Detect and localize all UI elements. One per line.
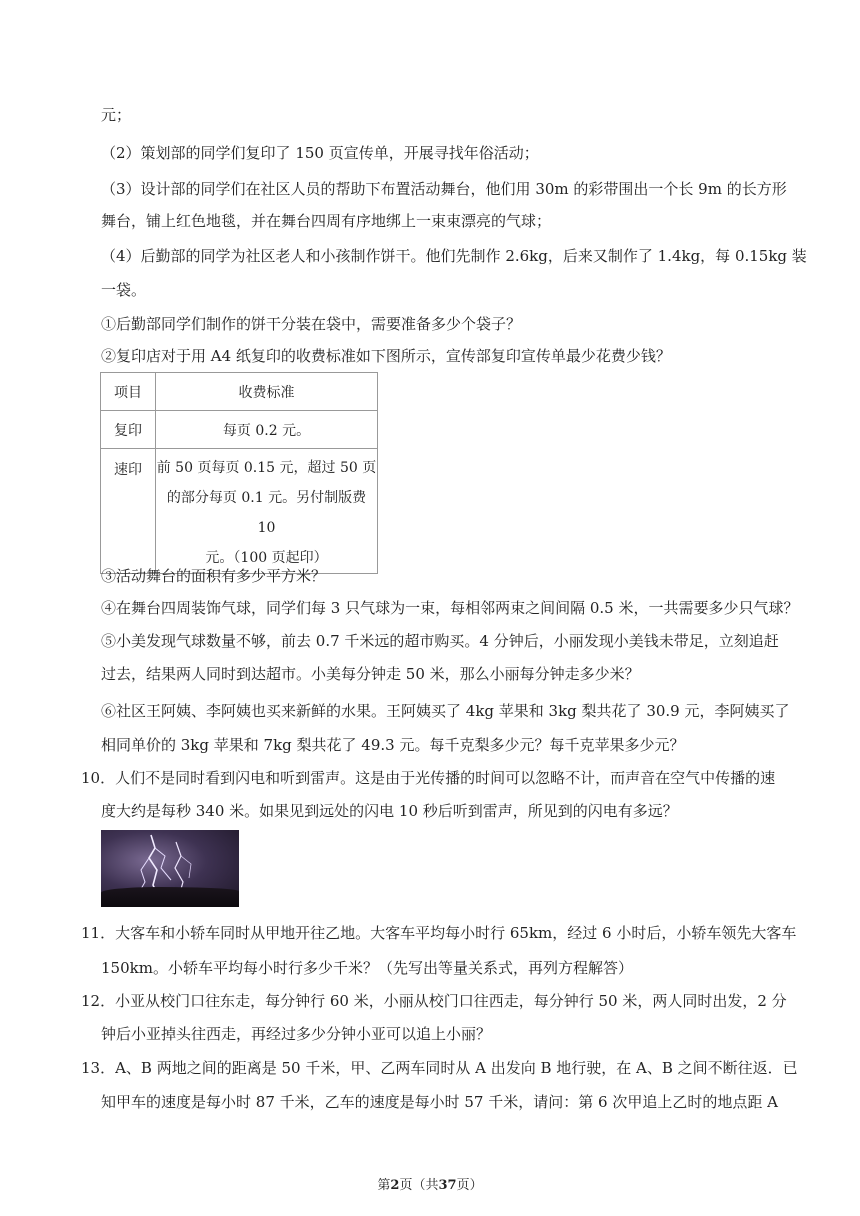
table-cell-speedprint-rate (156, 449, 378, 574)
footer-mid: 页（共 (399, 1178, 439, 1193)
text-line: 知甲车的速度是每小时 87 千米，乙车的速度是每小时 57 千米，请问：第 6 次甲追上乙时的地点距 A (101, 1093, 778, 1111)
rate-line: 的部分每页 0.1 元。另付制版费 10 (166, 490, 367, 536)
text-line: 13．A、B 两地之间的距离是 50 千米，甲、乙两车同时从 A 出发向 B 地行驶，在 A、B 之间不断往返．已 (81, 1059, 798, 1077)
page-total: 37 (438, 1178, 457, 1193)
text-line: ①后勤部同学们制作的饼干分装在袋中，需要准备多少个袋子？ (101, 315, 522, 333)
text-line: （2）策划部的同学们复印了 150 页宣传单，开展寻找年俗活动； (101, 144, 539, 162)
text-line: ⑤小美发现气球数量不够，前去 0.7 千米远的超市购买。4 分钟后，小丽发现小美钱未带足，立刻追赶 (101, 632, 779, 650)
text-line: 舞台，铺上红色地毯，并在舞台四周有序地绑上一束束漂亮的气球； (101, 212, 552, 230)
text-line: 11．大客车和小轿车同时从甲地开往乙地。大客车平均每小时行 65km，经过 6 小时后，小轿车领先大客车 (81, 924, 797, 942)
text-line: 12．小亚从校门口往东走，每分钟行 60 米，小丽从校门口往西走，每分钟行 50 米，两人同时出发，2 分 (81, 992, 787, 1010)
table-cell-copy: 复印 (101, 411, 156, 449)
text-line: ②复印店对于用 A4 纸复印的收费标准如下图所示，宣传部复印宣传单最少花费少钱？ (101, 347, 671, 365)
table-cell-copy-rate: 每页 0.2 元。 (156, 411, 378, 449)
rate-line: 前 50 页每页 0.15 元，超过 50 页 (156, 460, 377, 476)
table-header-item: 项目 (101, 373, 156, 411)
page-number: 2 (390, 1178, 400, 1193)
text-line: （4）后勤部的同学为社区老人和小孩制作饼干。他们先制作 2.6kg，后来又制作了 1.4kg，每 0.15kg 装 (101, 247, 807, 265)
text-line: ⑥社区王阿姨、李阿姨也买来新鲜的水果。王阿姨买了 4kg 苹果和 3kg 梨共花了 30.9 元，李阿姨买了 (101, 702, 790, 720)
text-line: 10．人们不是同时看到闪电和听到雷声。这是由于光传播的时间可以忽略不计，而声音在空气中传播的速 (81, 769, 776, 787)
fee-table (100, 372, 378, 574)
footer-post: 页） (456, 1178, 483, 1193)
text-line: ④在舞台四周装饰气球，同学们每 3 只气球为一束，每相邻两束之间间隔 0.5 米，一共需要多少只气球？ (101, 599, 799, 617)
table-header-standard: 收费标准 (156, 373, 378, 411)
text-line: 度大约是每秒 340 米。如果见到远处的闪电 10 秒后听到雷声，所见到的闪电有多远？ (101, 802, 678, 820)
text-line: 钟后小亚掉头往西走，再经过多少分钟小亚可以追上小丽？ (101, 1025, 492, 1043)
rate-line: 元。（100 页起印） (205, 550, 328, 566)
footer-pre: 第 (377, 1178, 391, 1193)
text-line: （3）设计部的同学们在社区人员的帮助下布置活动舞台，他们用 30m 的彩带围出一个长 9m 的长方形 (101, 180, 787, 198)
text-line: 150km。小轿车平均每小时行多少千米？（先写出等量关系式，再列方程解答） (101, 959, 633, 977)
text-line: 元； (101, 106, 132, 124)
text-line: ③活动舞台的面积有多少平方米？ (101, 567, 327, 585)
table-cell-speedprint: 速印 (101, 449, 156, 574)
text-line: 过去，结果两人同时到达超市。小美每分钟走 50 米，那么小丽每分钟走多少米？ (101, 665, 640, 683)
text-line: 相同单价的 3kg 苹果和 7kg 梨共花了 49.3 元。每千克梨多少元？每千克苹果多少元？ (101, 736, 685, 754)
page-footer (0, 1174, 860, 1193)
text-line: 一袋。 (101, 281, 147, 299)
lightning-image (101, 830, 239, 907)
ground-silhouette (101, 887, 239, 907)
